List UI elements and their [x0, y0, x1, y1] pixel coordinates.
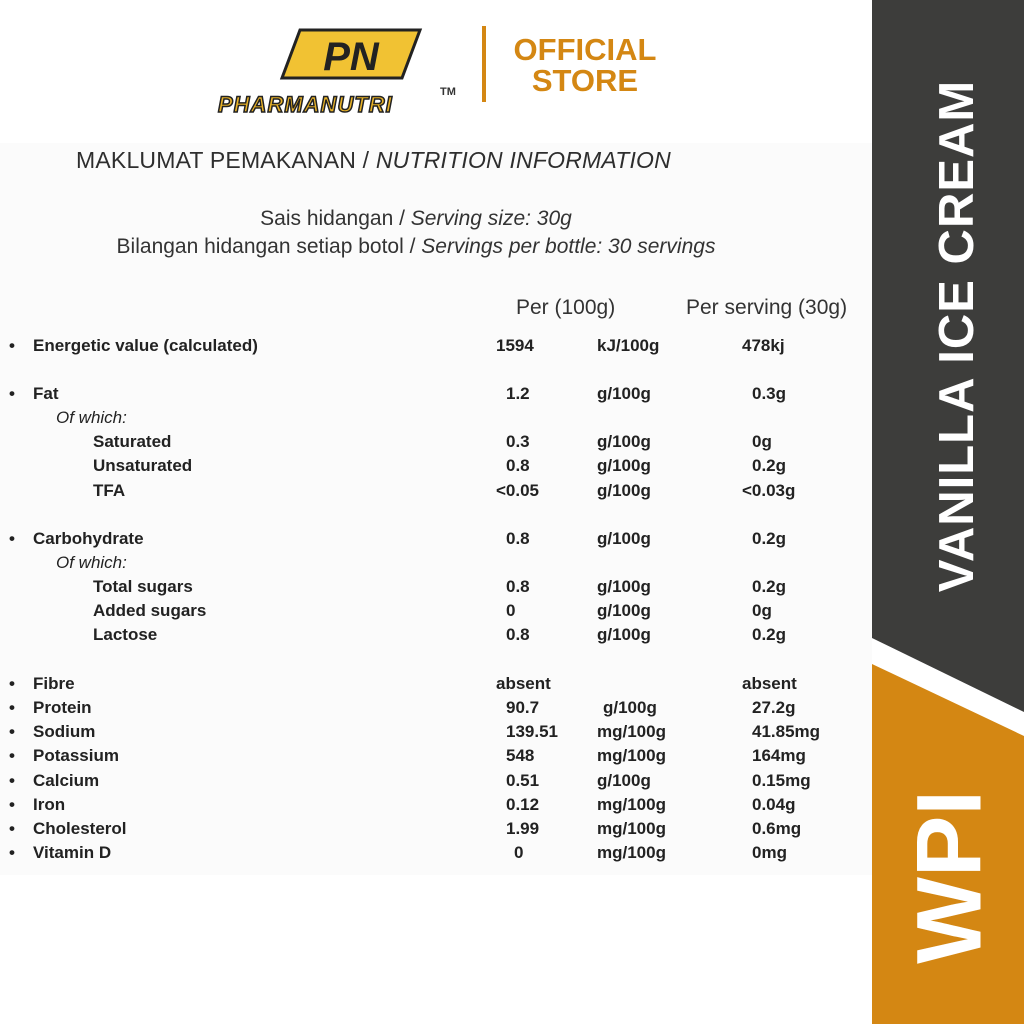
brand-name: PHARMANUTRI [218, 92, 393, 117]
unit: g/100g [597, 625, 651, 644]
unit: g/100g [603, 698, 657, 717]
trademark-mark: TM [440, 86, 456, 98]
nutrition-title-ms: MAKLUMAT PEMAKANAN / [76, 147, 376, 173]
bullet-icon: • [9, 384, 15, 403]
bullet-icon: • [9, 698, 15, 717]
nutrient-label: Unsaturated [93, 456, 193, 475]
nutrient-row-unsaturated [0, 456, 872, 480]
value-per-100g: 0.8 [506, 456, 530, 475]
bullet-icon: • [9, 336, 15, 355]
unit: mg/100g [597, 746, 666, 765]
bullet-icon: • [9, 795, 15, 814]
logo-monogram-text: PN [323, 35, 379, 79]
nutrient-row-vitamin-d [0, 843, 872, 867]
value-per-100g: 0 [514, 843, 524, 862]
unit: g/100g [597, 529, 651, 548]
unit: kJ/100g [597, 336, 660, 355]
unit: mg/100g [597, 795, 666, 814]
nutrient-row-calcium [0, 771, 872, 795]
official-store-line2: STORE [531, 63, 639, 98]
nutrient-row-saturated [0, 432, 872, 456]
column-header-per-serving: Per serving (30g) [686, 296, 848, 319]
nutrient-label: Energetic value (calculated) [33, 336, 258, 355]
value-per-100g: 0.8 [506, 625, 530, 644]
unit: g/100g [597, 432, 651, 451]
value-per-100g: 1.99 [506, 819, 540, 838]
value-per-100g: 0.8 [506, 529, 530, 548]
serving-size-ms: Sais hidangan / [260, 207, 411, 230]
nutrient-row-protein [0, 698, 872, 722]
value-per-serving: 27.2g [752, 698, 796, 717]
unit: g/100g [597, 456, 651, 475]
nutrient-row-fibre [0, 674, 872, 698]
value-per-100g: 1594 [496, 336, 534, 355]
bullet-icon: • [9, 819, 15, 838]
nutrient-row-lactose [0, 625, 872, 649]
value-per-serving: 41.85mg [752, 722, 821, 741]
bullet-icon: • [9, 843, 15, 862]
nutrient-row-fat [0, 384, 872, 408]
nutrition-title [76, 147, 671, 174]
nutrient-row-potassium [0, 746, 872, 770]
nutrient-row-tfa [0, 481, 872, 505]
servings-per-bottle-en: Servings per bottle: 30 servings [421, 235, 716, 258]
nutrient-label: Sodium [33, 722, 96, 741]
of-which-label: Of which: [56, 553, 127, 572]
value-per-serving: 0.04g [752, 795, 796, 814]
nutrient-label: Calcium [33, 771, 100, 790]
value-per-serving: 478kj [742, 336, 785, 355]
servings-per-bottle [0, 235, 832, 259]
nutrient-label: Fibre [33, 674, 75, 693]
value-per-serving: absent [742, 674, 797, 693]
value-per-serving: 0.3g [752, 384, 787, 403]
nutrient-label: Lactose [93, 625, 158, 644]
servings-per-bottle-ms: Bilangan hidangan setiap botol / [116, 235, 422, 258]
value-per-serving: 0.2g [752, 577, 787, 596]
nutrient-row-carbohydrate [0, 529, 872, 553]
unit: g/100g [597, 577, 651, 596]
value-per-serving: 0mg [752, 843, 787, 862]
nutrient-label: Added sugars [93, 601, 207, 620]
unit: mg/100g [597, 722, 666, 741]
nutrient-label: Total sugars [93, 577, 193, 596]
bullet-icon: • [9, 771, 15, 790]
value-per-100g: 0.8 [506, 577, 530, 596]
nutrient-row-sodium [0, 722, 872, 746]
nutrition-title-en: NUTRITION INFORMATION [375, 147, 671, 173]
bullet-icon: • [9, 722, 15, 741]
nutrient-row-cholesterol [0, 819, 872, 843]
value-per-100g: 1.2 [506, 384, 530, 403]
value-per-100g: 90.7 [506, 698, 540, 717]
unit: mg/100g [597, 819, 666, 838]
column-header-per-100g: Per (100g) [516, 296, 616, 319]
value-per-serving: 164mg [752, 746, 806, 765]
serving-size-en: Serving size: 30g [410, 207, 572, 230]
value-per-100g: <0.05 [496, 481, 540, 500]
bullet-icon: • [9, 674, 15, 693]
serving-size [0, 207, 832, 231]
value-per-serving: 0.6mg [752, 819, 802, 838]
unit: mg/100g [597, 843, 666, 862]
nutrient-label: Iron [33, 795, 66, 814]
nutrient-subheading [0, 553, 872, 577]
value-per-serving: 0.15mg [752, 771, 811, 790]
nutrient-label: Cholesterol [33, 819, 127, 838]
nutrient-row-iron [0, 795, 872, 819]
nutrient-label: Potassium [33, 746, 119, 765]
bullet-icon: • [9, 746, 15, 765]
bullet-icon: • [9, 529, 15, 548]
official-store-badge [510, 34, 660, 96]
official-store-line1: OFFICIAL [513, 32, 657, 67]
value-per-100g: 0.12 [506, 795, 540, 814]
of-which-label: Of which: [56, 408, 127, 427]
flavor-text: VANILLA ICE CREAM [930, 79, 984, 593]
unit: g/100g [597, 771, 651, 790]
brand-logo [218, 26, 468, 117]
value-per-100g: 548 [506, 746, 535, 765]
value-per-serving: 0.2g [752, 456, 787, 475]
nutrient-subheading [0, 408, 872, 432]
nutrient-row-energy [0, 336, 872, 360]
value-per-100g: absent [496, 674, 551, 693]
value-per-serving: 0g [752, 601, 772, 620]
value-per-100g: 0.51 [506, 771, 540, 790]
nutrient-label: TFA [93, 481, 126, 500]
value-per-serving: <0.03g [742, 481, 796, 500]
value-per-serving: 0.2g [752, 625, 787, 644]
nutrient-row-total-sugars [0, 577, 872, 601]
unit: g/100g [597, 481, 651, 500]
value-per-serving: 0g [752, 432, 772, 451]
pn-monogram-icon [274, 26, 424, 82]
nutrient-label: Protein [33, 698, 92, 717]
nutrient-label: Fat [33, 384, 59, 403]
value-per-100g: 0.3 [506, 432, 530, 451]
header-divider [482, 26, 486, 102]
nutrient-label: Saturated [93, 432, 172, 451]
nutrient-label: Vitamin D [33, 843, 112, 862]
value-per-100g: 139.51 [506, 722, 558, 741]
unit: g/100g [597, 384, 651, 403]
unit: g/100g [597, 601, 651, 620]
value-per-serving: 0.2g [752, 529, 787, 548]
nutrient-row-added-sugars [0, 601, 872, 625]
value-per-100g: 0 [506, 601, 516, 620]
product-type-text: WPI [898, 790, 1001, 964]
nutrient-label: Carbohydrate [33, 529, 144, 548]
